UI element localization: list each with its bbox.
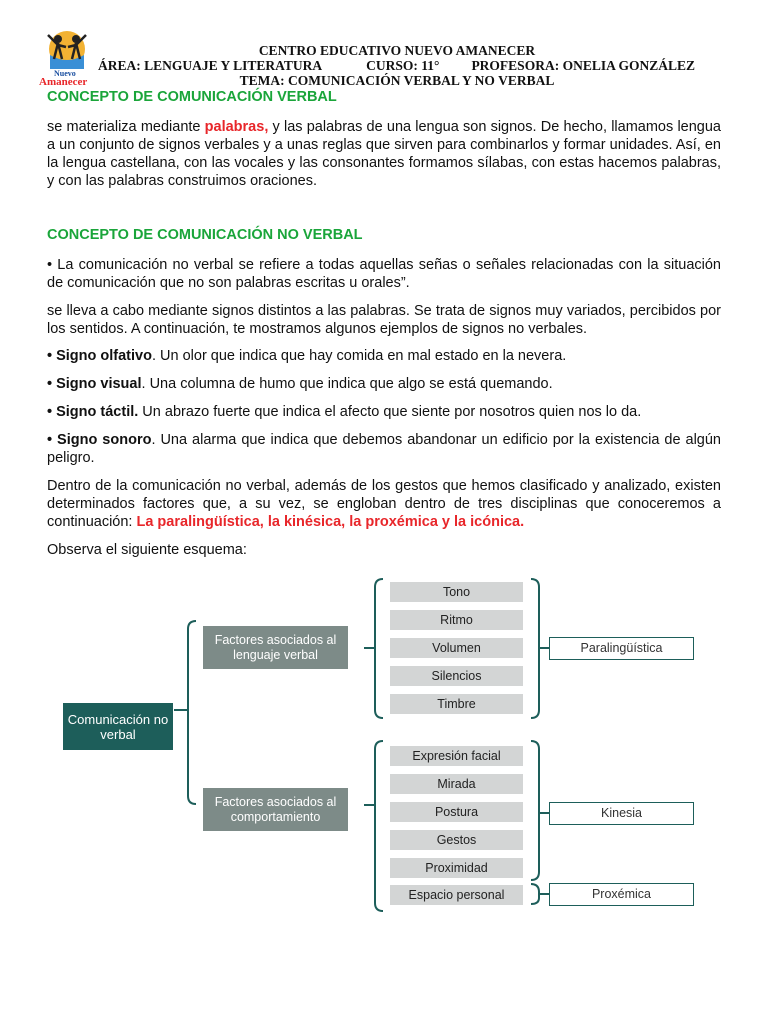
root-node: Comunicación no verbal <box>63 703 173 750</box>
highlight-palabras: palabras, <box>204 119 269 135</box>
sign-label: • Signo táctil. <box>47 404 139 420</box>
scheme-intro: Observa el siguiente esquema: <box>47 542 247 558</box>
school-name: CENTRO EDUCATIVO NUEVO AMANECER <box>258 43 536 58</box>
logo-text-2: Amanecer <box>39 76 88 88</box>
sign-item <box>47 375 721 393</box>
disciplines-highlight: La paralingüística, la kinésica, la proxémica y la icónica. <box>136 514 525 530</box>
course: CURSO: 11° <box>366 58 440 73</box>
factor-node: Tono <box>390 582 523 602</box>
branch-verbal-node: Factores asociados al lenguaje verbal <box>203 626 348 669</box>
sign-text: . Un olor que indica que hay comida en mal estado en la nevera. <box>151 348 567 364</box>
sign-label: • Signo visual <box>47 376 142 392</box>
factor-node: Expresión facial <box>390 746 523 766</box>
disciplines-paragraph <box>47 477 721 531</box>
discipline-paralinguistica: Paralingüística <box>549 637 694 660</box>
factor-node: Silencios <box>390 666 523 686</box>
document-header <box>0 43 768 88</box>
text: y las palabras de una lengua son signos. De hecho, llamamos lengua a un conjunto de signos verbales y a unas reglas que sirven para combinarlos y formar unidades. Así, en la lengua castellana, con las vocales y las consonantes formamos sílabas, con estas hacemos palabras, y con las palabras construimos oraciones. <box>47 119 721 189</box>
area: ÁREA: LENGUAJE Y LITERATURA <box>98 58 323 73</box>
sign-text: Un abrazo fuerte que indica el afecto que siente por nosotros quien nos lo da. <box>138 404 642 420</box>
nonverbal-definition: • La comunicación no verbal se refiere a todas aquellas señas o señales relacionadas con la situación de comunicación que no son palabras escritas u orales”. <box>47 257 721 291</box>
factor-node: Proximidad <box>390 858 523 878</box>
factor-node: Gestos <box>390 830 523 850</box>
logo-text-1: Nuevo <box>54 69 76 78</box>
factor-node: Ritmo <box>390 610 523 630</box>
factor-node: Espacio personal <box>390 885 523 905</box>
topic: TEMA: COMUNICACIÓN VERBAL Y NO VERBAL <box>239 73 555 88</box>
text: Dentro de la comunicación no verbal, además de los gestos que hemos clasificado y analizado, existen determinados factores que, a su vez, se engloban dentro de tres disciplinas que conoceremos a continuación: <box>47 478 721 530</box>
nonverbal-signs-intro: se lleva a cabo mediante signos distintos a las palabras. Se trata de signos muy variados, percibidos por los sentidos. A continuación, te mostramos algunos ejemplos de signos no verbales. <box>47 303 721 337</box>
sign-text: . Una alarma que indica que debemos abandonar un edificio por la existencia de algún peligro. <box>47 432 721 466</box>
sign-item <box>47 347 721 365</box>
teacher: PROFESORA: ONELIA GONZÁLEZ <box>471 58 695 73</box>
sign-label: • Signo sonoro <box>47 432 152 448</box>
course-line <box>0 58 768 73</box>
text: se materializa mediante <box>47 119 205 135</box>
discipline-proxemica: Proxémica <box>549 883 694 906</box>
factor-node: Mirada <box>390 774 523 794</box>
factor-node: Volumen <box>390 638 523 658</box>
factor-node: Timbre <box>390 694 523 714</box>
section-verbal-paragraph <box>47 118 721 190</box>
section-verbal-title: CONCEPTO DE COMUNICACIÓN VERBAL <box>47 89 337 105</box>
sign-text: . Una columna de humo que indica que algo se está quemando. <box>141 376 553 392</box>
sign-item <box>47 431 721 467</box>
branch-behavior-node: Factores asociados al comportamiento <box>203 788 348 831</box>
sign-label: • Signo olfativo <box>47 348 152 364</box>
nonverbal-scheme-diagram <box>0 570 768 920</box>
section-nonverbal-title: CONCEPTO DE COMUNICACIÓN NO VERBAL <box>47 227 363 243</box>
sign-item <box>47 403 721 421</box>
discipline-kinesia: Kinesia <box>549 802 694 825</box>
factor-node: Postura <box>390 802 523 822</box>
